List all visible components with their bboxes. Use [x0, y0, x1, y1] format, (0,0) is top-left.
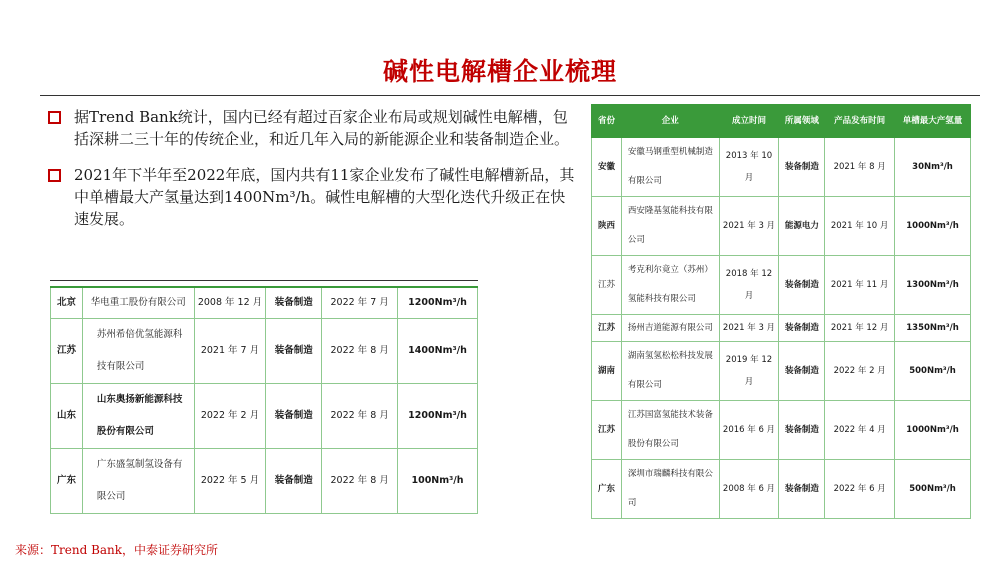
company-cell: 深圳市瑞麟科技有限公司 [621, 460, 719, 519]
field-cell: 装备制造 [779, 138, 825, 197]
company-cell: 考克利尔竟立（苏州）氢能科技有限公司 [621, 256, 719, 315]
field-cell: 装备制造 [266, 384, 322, 449]
header-capacity: 单槽最大产氢量 [895, 105, 971, 138]
source-note: 来源：Trend Bank，中泰证券研究所 [15, 543, 219, 557]
founded-cell: 2019 年 12 月 [719, 342, 779, 401]
province-cell: 江苏 [592, 401, 622, 460]
release-cell: 2021 年 11 月 [825, 256, 895, 315]
company-cell: 西安隆基氢能科技有限公司 [621, 197, 719, 256]
company-cell: 扬州吉道能源有限公司 [621, 315, 719, 342]
capacity-cell: 1350Nm³/h [895, 315, 971, 342]
table-row [592, 256, 971, 315]
capacity-cell: 1000Nm³/h [895, 197, 971, 256]
release-cell: 2022 年 7 月 [322, 287, 398, 319]
release-cell: 2021 年 12 月 [825, 315, 895, 342]
left-company-table [50, 286, 478, 514]
capacity-cell: 1000Nm³/h [895, 401, 971, 460]
founded-cell: 2021 年 3 月 [719, 315, 779, 342]
table-header-row [592, 105, 971, 138]
capacity-cell: 500Nm³/h [895, 460, 971, 519]
release-cell: 2021 年 8 月 [825, 138, 895, 197]
province-cell: 山东 [51, 384, 83, 449]
table-row [51, 319, 478, 384]
left-table-divider [50, 280, 478, 281]
province-cell: 湖南 [592, 342, 622, 401]
founded-cell: 2021 年 7 月 [194, 319, 266, 384]
province-cell: 陕西 [592, 197, 622, 256]
company-cell: 华电重工股份有限公司 [82, 287, 194, 319]
header-release: 产品发布时间 [825, 105, 895, 138]
province-cell: 广东 [592, 460, 622, 519]
right-company-table [591, 104, 971, 519]
company-cell: 广东盛氢制氢设备有限公司 [82, 449, 194, 514]
table-row [51, 449, 478, 514]
header-province: 省份 [592, 105, 622, 138]
company-cell: 湖南氢氢松松科技发展有限公司 [621, 342, 719, 401]
bullet-item [48, 164, 578, 230]
release-cell: 2022 年 8 月 [322, 319, 398, 384]
company-cell: 山东奥扬新能源科技股份有限公司 [82, 384, 194, 449]
field-cell: 装备制造 [779, 460, 825, 519]
table-row [592, 401, 971, 460]
bullet-list [48, 106, 578, 244]
title-divider [40, 95, 980, 96]
province-cell: 北京 [51, 287, 83, 319]
square-bullet-icon [48, 111, 61, 124]
field-cell: 装备制造 [266, 287, 322, 319]
field-cell: 装备制造 [779, 342, 825, 401]
table-row [592, 138, 971, 197]
bullet-item [48, 106, 578, 150]
province-cell: 安徽 [592, 138, 622, 197]
capacity-cell: 100Nm³/h [398, 449, 478, 514]
bullet-text: 据Trend Bank统计，国内已经有超过百家企业布局或规划碱性电解槽，包括深耕二三十年的传统企业，和近几年入局的新能源企业和装备制造企业。 [74, 108, 570, 148]
table-row [592, 315, 971, 342]
table-row [51, 287, 478, 319]
founded-cell: 2022 年 5 月 [194, 449, 266, 514]
table-row [592, 197, 971, 256]
header-company: 企业 [621, 105, 719, 138]
release-cell: 2022 年 8 月 [322, 384, 398, 449]
field-cell: 装备制造 [779, 401, 825, 460]
field-cell: 能源电力 [779, 197, 825, 256]
capacity-cell: 30Nm³/h [895, 138, 971, 197]
founded-cell: 2022 年 2 月 [194, 384, 266, 449]
release-cell: 2022 年 8 月 [322, 449, 398, 514]
founded-cell: 2021 年 3 月 [719, 197, 779, 256]
capacity-cell: 1300Nm³/h [895, 256, 971, 315]
field-cell: 装备制造 [266, 319, 322, 384]
bullet-text: 2021年下半年至2022年底，国内共有11家企业发布了碱性电解槽新品，其中单槽最大产氢量达到1400Nm³/h。碱性电解槽的大型化迭代升级正在快速发展。 [74, 166, 575, 228]
capacity-cell: 1200Nm³/h [398, 384, 478, 449]
province-cell: 广东 [51, 449, 83, 514]
release-cell: 2022 年 6 月 [825, 460, 895, 519]
release-cell: 2021 年 10 月 [825, 197, 895, 256]
square-bullet-icon [48, 169, 61, 182]
table-row [592, 460, 971, 519]
release-cell: 2022 年 2 月 [825, 342, 895, 401]
founded-cell: 2013 年 10 月 [719, 138, 779, 197]
founded-cell: 2008 年 6 月 [719, 460, 779, 519]
province-cell: 江苏 [592, 256, 622, 315]
founded-cell: 2018 年 12 月 [719, 256, 779, 315]
company-cell: 江苏国富氢能技术装备股份有限公司 [621, 401, 719, 460]
header-field: 所属领域 [779, 105, 825, 138]
field-cell: 装备制造 [779, 315, 825, 342]
header-founded: 成立时间 [719, 105, 779, 138]
company-cell: 安徽马钢重型机械制造有限公司 [621, 138, 719, 197]
province-cell: 江苏 [592, 315, 622, 342]
company-cell: 苏州希倍优氢能源科技有限公司 [82, 319, 194, 384]
province-cell: 江苏 [51, 319, 83, 384]
founded-cell: 2016 年 6 月 [719, 401, 779, 460]
field-cell: 装备制造 [779, 256, 825, 315]
founded-cell: 2008 年 12 月 [194, 287, 266, 319]
capacity-cell: 500Nm³/h [895, 342, 971, 401]
capacity-cell: 1200Nm³/h [398, 287, 478, 319]
table-row [51, 384, 478, 449]
page-title: 碱性电解槽企业梳理 [382, 57, 617, 86]
capacity-cell: 1400Nm³/h [398, 319, 478, 384]
release-cell: 2022 年 4 月 [825, 401, 895, 460]
table-row [592, 342, 971, 401]
field-cell: 装备制造 [266, 449, 322, 514]
